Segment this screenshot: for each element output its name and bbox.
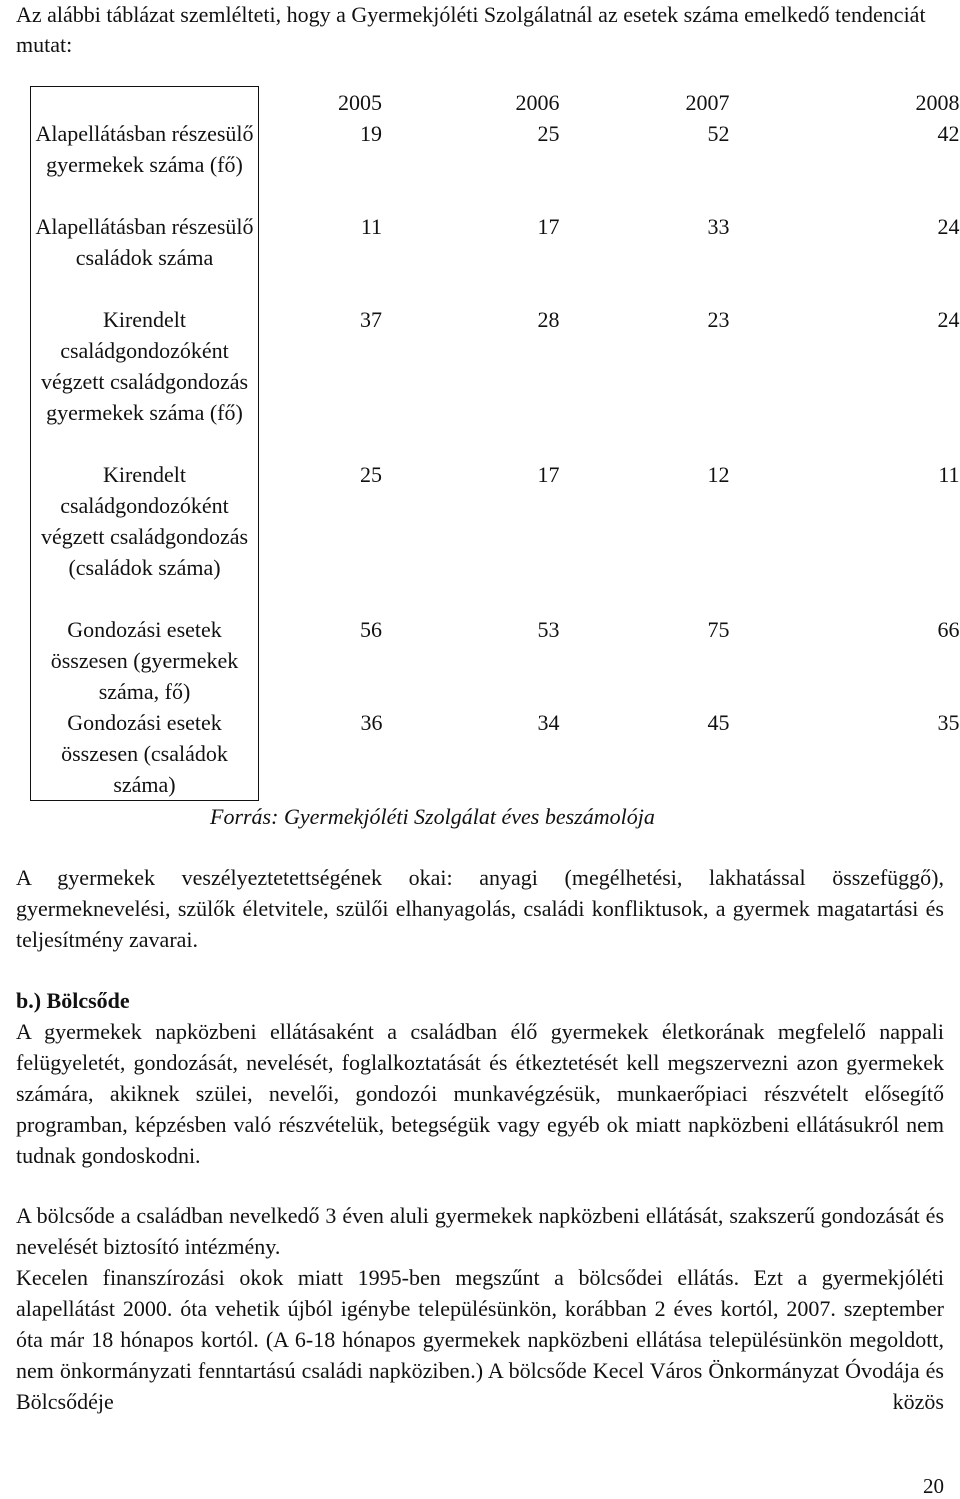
body-paragraph-1: A gyermekek napközbeni ellátásaként a családban élő gyermekek életkorának megfelelő nappali felügyeletét, gondozását, nevelését, foglalkoztatását és étkeztetését kell megszervezni azon gyermekek számára, akiknek szülei, nevelői, gondozói munkavégzésük, munkaerőpiaci részvételt elősegítő programban, képzésben való részvételük, betegségük vagy egyéb ok miatt napközbeni ellátásukról nem tudnak gondoskodni.	[16, 1019, 944, 1168]
row-label: Kirendelt családgondozóként végzett családgondozás (családok száma)	[31, 459, 259, 614]
year-header: 2007	[685, 89, 730, 115]
year-header: 2006	[515, 89, 560, 115]
table-cell: 37	[360, 307, 382, 332]
table-cell: 53	[537, 617, 560, 642]
table-cell: 23	[707, 307, 730, 332]
table-cell: 24	[937, 214, 960, 239]
table-cell: 35	[937, 710, 960, 735]
row-label: Kirendelt családgondozóként végzett családgondozás gyermekek száma (fő)	[31, 304, 259, 459]
table-cell: 36	[360, 710, 383, 735]
table-cell: 17	[537, 462, 560, 487]
row-label: Alapellátásban részesülő családok száma	[31, 211, 259, 304]
table-cell: 75	[707, 617, 730, 642]
table-cell: 34	[537, 710, 560, 735]
table-cell: 52	[707, 121, 730, 146]
table-cell: 25	[537, 121, 560, 146]
row-label: Gondozási esetek összesen (gyermekek száma, fő)	[31, 614, 259, 707]
causes-paragraph: A gyermekek veszélyeztetettségének okai: anyagi (megélhetési, lakhatással összefüggő), gyermeknevelési, szülők életvitele, szülői elhanyagolás, családi konfliktusok, a gyermek magatartási és teljesítmény zavarai.	[16, 865, 944, 952]
table-row	[31, 211, 960, 304]
table-row	[31, 118, 960, 211]
table-cell: 66	[937, 617, 960, 642]
section-heading: b.) Bölcsőde	[16, 988, 130, 1013]
table-row	[31, 707, 960, 801]
row-label: Alapellátásban részesülő gyermekek száma (fő)	[31, 118, 259, 211]
year-header: 2005	[338, 89, 382, 115]
table-corner-cell	[31, 87, 259, 119]
table-cell: 11	[360, 214, 382, 239]
body-paragraph-3: Kecelen finanszírozási okok miatt 1995-ben megszűnt a bölcsődei ellátás. Ezt a gyermekjóléti alapellátást 2000. óta vehetik újból igénybe településünkön, korábban 2 éves kortól, 2007. szeptember óta már 18 hónapos kortól. (A 6-18 hónapos gyermekek napközbeni ellátása településünkön megoldott, nem önkormányzati fenntartású családi napköziben.) A bölcsőde Kecel Város Önkormányzat Óvodája és Bölcsődéje közös	[16, 1265, 944, 1414]
year-header: 2008	[915, 89, 960, 115]
table-cell: 33	[707, 214, 730, 239]
table-cell: 19	[360, 121, 382, 146]
table-row	[31, 304, 960, 459]
intro-text: Az alábbi táblázat szemlélteti, hogy a Gyermekjóléti Szolgálatnál az esetek száma emelkedő tendenciát mutat:	[16, 2, 926, 57]
table-cell: 17	[537, 214, 560, 239]
row-label: Gondozási esetek összesen (családok száma)	[31, 707, 259, 801]
table-cell: 42	[937, 121, 960, 146]
page-number: 20	[923, 1474, 944, 1498]
table-cell: 24	[937, 307, 960, 332]
table-source: Forrás: Gyermekjóléti Szolgálat éves beszámolója	[210, 804, 655, 829]
table-header-row	[31, 87, 960, 119]
table-cell: 56	[360, 617, 382, 642]
table-row	[31, 614, 960, 707]
table-row	[31, 459, 960, 614]
table-cell: 12	[707, 462, 730, 487]
table-cell: 25	[360, 462, 382, 487]
table-cell: 11	[938, 462, 960, 487]
body-paragraph-2: A bölcsőde a családban nevelkedő 3 éven aluli gyermekek napközbeni ellátását, szakszerű gondozását és nevelését biztosító intézmény.	[16, 1203, 944, 1259]
table-cell: 28	[537, 307, 560, 332]
statistics-table	[30, 86, 960, 801]
table-cell: 45	[707, 710, 730, 735]
